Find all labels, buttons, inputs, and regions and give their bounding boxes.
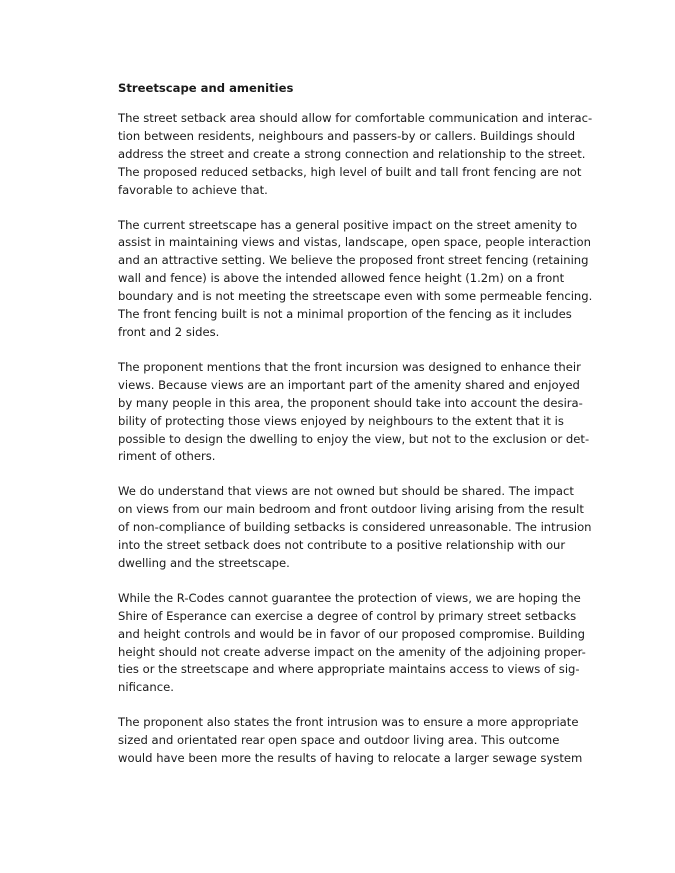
text-line: The current streetscape has a general positive impact on the street amenity to — [118, 217, 578, 232]
text-line: The proponent also states the front intrusion was to ensure a more appropriate — [118, 715, 579, 730]
text-line: views. Because views are an important part of the amenity shared and enjoyed — [118, 377, 580, 392]
text-line: The proponent mentions that the front incursion was designed to enhance their — [118, 359, 581, 374]
text-line: would have been more the results of having to relocate a larger sewage system — [118, 751, 583, 766]
paragraph — [118, 714, 583, 768]
section-heading: Streetscape and amenities — [118, 81, 294, 95]
text-line: and an attractive setting. We believe the proposed front street fencing (retaining — [118, 253, 589, 268]
paragraph — [118, 359, 590, 466]
text-line: bility of protecting those views enjoyed by neighbours to the extent that it is — [118, 413, 564, 428]
text-line: front and 2 sides. — [118, 324, 220, 339]
paragraph — [118, 483, 592, 573]
text-line: The street setback area should allow for comfortable communication and interac- — [118, 111, 593, 125]
document-body — [118, 80, 593, 785]
text-line: wall and fence) is above the intended allowed fence height (1.2m) on a front — [118, 271, 565, 286]
paragraph — [118, 590, 586, 697]
text-line: boundary and is not meeting the streetscape even with some permeable fencing. — [118, 289, 593, 304]
text-line: While the R-Codes cannot guarantee the protection of views, we are hoping the — [118, 590, 581, 605]
text-line: of non-compliance of building setbacks is considered unreasonable. The intrusion — [118, 520, 592, 535]
text-line: height should not create adverse impact on the amenity of the adjoining proper- — [118, 644, 586, 659]
text-line: favorable to achieve that. — [118, 182, 268, 197]
text-line: tion between residents, neighbours and passers-by or callers. Buildings should — [118, 128, 576, 143]
paragraph-list — [118, 110, 593, 768]
paragraph — [118, 110, 593, 200]
text-line: riment of others. — [118, 449, 216, 464]
text-line: nificance. — [118, 680, 174, 695]
text-line: ties or the streetscape and where appropriate maintains access to views of sig- — [118, 662, 580, 677]
text-line: The proposed reduced setbacks, high level of built and tall front fencing are not — [118, 164, 582, 179]
text-line: dwelling and the streetscape. — [118, 555, 290, 570]
paragraph — [118, 217, 593, 342]
text-line: possible to design the dwelling to enjoy the view, but not to the exclusion or det- — [118, 431, 590, 446]
text-line: and height controls and would be in favor of our proposed compromise. Building — [118, 626, 585, 641]
text-line: into the street setback does not contribute to a positive relationship with our — [118, 538, 566, 553]
text-line: address the street and create a strong connection and relationship to the street. — [118, 146, 586, 161]
text-line: Shire of Esperance can exercise a degree of control by primary street setbacks — [118, 608, 577, 623]
text-line: We do understand that views are not owned but should be shared. The impact — [118, 484, 574, 499]
text-line: sized and orientated rear open space and outdoor living area. This outcome — [118, 733, 560, 748]
text-line: The front fencing built is not a minimal proportion of the fencing as it includes — [118, 307, 572, 322]
text-line: on views from our main bedroom and front outdoor living arising from the result — [118, 502, 584, 517]
text-line: by many people in this area, the proponent should take into account the desira- — [118, 395, 583, 410]
text-line: assist in maintaining views and vistas, landscape, open space, people interaction — [118, 235, 591, 250]
